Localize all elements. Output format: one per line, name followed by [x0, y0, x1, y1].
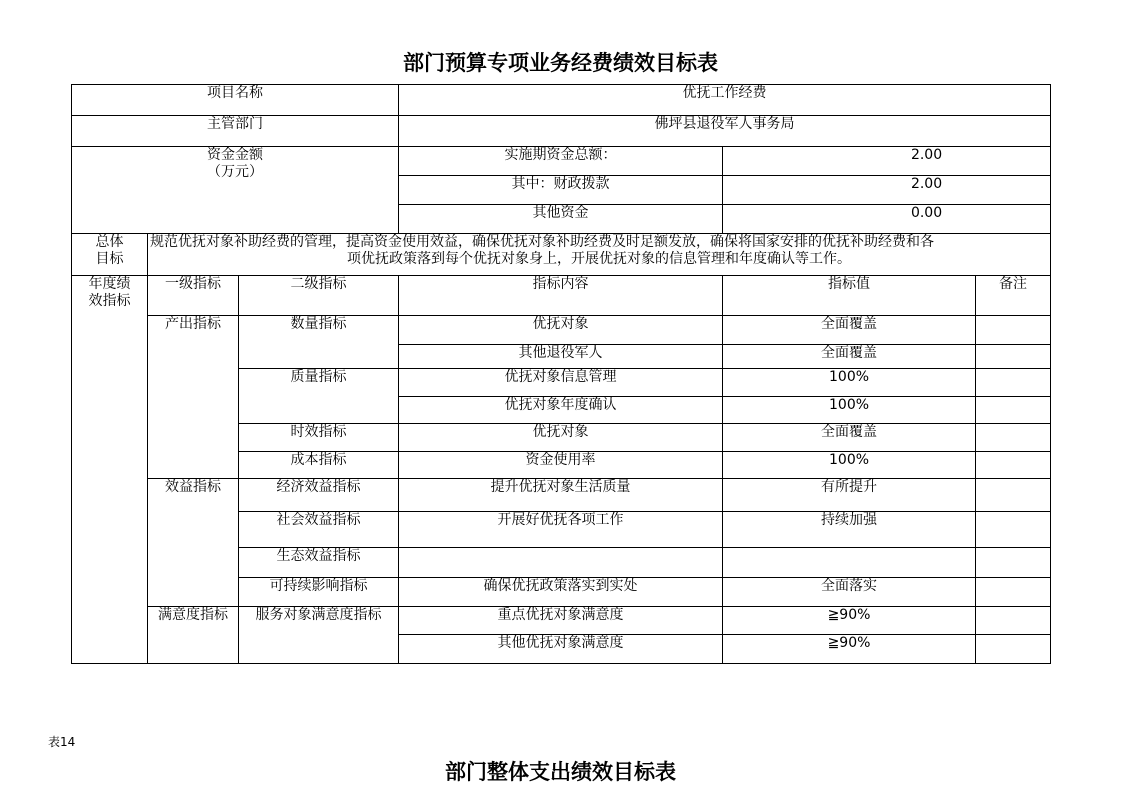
indicator-content: 优抚对象 [399, 424, 723, 452]
economic-benefit-label: 经济效益指标 [239, 479, 399, 512]
header-note: 备注 [976, 276, 1051, 316]
fund-amount-unit: （万元） [207, 164, 263, 180]
table-title: 部门预算专项业务经费绩效目标表 [403, 50, 718, 75]
indicator-value: 100% [723, 369, 976, 397]
benefit-indicators-label: 效益指标 [148, 479, 239, 607]
other-funds-number: 0.00 [910, 205, 943, 221]
indicator-value: 有所提升 [723, 479, 976, 512]
indicator-value: 持续加强 [723, 512, 976, 548]
annual-indicators-label-line2: 效指标 [88, 293, 131, 309]
overall-goal-text-line1: 规范优抚对象补助经费的管理，提高资金使用效益，确保优抚对象补助经费及时足额发放，确保将国家安排的优抚补助经费和各 [150, 234, 934, 250]
quantity-indicator-label: 数量指标 [239, 316, 399, 369]
indicator-value: 100% [723, 452, 976, 479]
fiscal-funds-value [723, 176, 1051, 205]
other-funds-label: 其他资金 [399, 205, 723, 234]
timeliness-indicator-label: 时效指标 [239, 424, 399, 452]
indicator-content: 优抚对象年度确认 [399, 397, 723, 424]
header-value: 指标值 [723, 276, 976, 316]
department-label: 主管部门 [72, 116, 399, 147]
total-funds-value [723, 147, 1051, 176]
header-level2: 二级指标 [239, 276, 399, 316]
project-name-value: 优抚工作经费 [399, 85, 1051, 116]
indicator-value: ≧90% [723, 607, 976, 635]
cost-indicator-label: 成本指标 [239, 452, 399, 479]
fund-amount-title: 资金金额 [207, 147, 263, 163]
indicator-note [976, 548, 1051, 578]
indicator-note [976, 607, 1051, 635]
ecological-benefit-label: 生态效益指标 [239, 548, 399, 578]
fiscal-funds-number: 2.00 [910, 176, 943, 192]
annual-indicators-label [72, 276, 148, 664]
sustainable-impact-label: 可持续影响指标 [239, 578, 399, 607]
indicator-note [976, 635, 1051, 664]
indicator-value: 全面落实 [723, 578, 976, 607]
output-indicators-label: 产出指标 [148, 316, 239, 479]
indicator-note [976, 316, 1051, 345]
total-funds-label: 实施期资金总额： [399, 147, 723, 176]
next-table-number: 表14 [48, 735, 76, 749]
indicator-note [976, 397, 1051, 424]
indicator-value: 全面覆盖 [723, 345, 976, 369]
service-satisfaction-label: 服务对象满意度指标 [239, 607, 399, 664]
indicator-content: 资金使用率 [399, 452, 723, 479]
overall-goal-label [72, 234, 148, 276]
total-funds-number: 2.00 [910, 147, 943, 163]
annual-indicators-label-line1: 年度绩 [88, 276, 131, 292]
header-content: 指标内容 [399, 276, 723, 316]
indicator-value: 100% [723, 397, 976, 424]
indicator-content: 开展好优抚各项工作 [399, 512, 723, 548]
next-table-title: 部门整体支出绩效目标表 [445, 759, 676, 784]
overall-goal-text-line2: 项优抚政策落到每个优抚对象身上，开展优抚对象的信息管理和年度确认等工作。 [347, 251, 852, 267]
indicator-note [976, 512, 1051, 548]
performance-target-table [71, 84, 1051, 664]
indicator-content: 优抚对象 [399, 316, 723, 345]
indicator-value: ≧90% [723, 635, 976, 664]
indicator-note [976, 345, 1051, 369]
indicator-note [976, 578, 1051, 607]
overall-goal-label-line2: 目标 [95, 251, 124, 267]
fiscal-funds-label: 其中：财政拨款 [399, 176, 723, 205]
indicator-note [976, 369, 1051, 397]
fund-amount-label [72, 147, 399, 234]
department-value: 佛坪县退役军人事务局 [399, 116, 1051, 147]
indicator-note [976, 452, 1051, 479]
quality-indicator-label: 质量指标 [239, 369, 399, 424]
indicator-content: 重点优抚对象满意度 [399, 607, 723, 635]
indicator-content [399, 548, 723, 578]
indicator-content: 确保优抚政策落实到实处 [399, 578, 723, 607]
social-benefit-label: 社会效益指标 [239, 512, 399, 548]
indicator-note [976, 479, 1051, 512]
indicator-content: 其他退役军人 [399, 345, 723, 369]
indicator-content: 其他优抚对象满意度 [399, 635, 723, 664]
indicator-value: 全面覆盖 [723, 316, 976, 345]
header-level1: 一级指标 [148, 276, 239, 316]
other-funds-value [723, 205, 1051, 234]
indicator-value: 全面覆盖 [723, 424, 976, 452]
project-name-label: 项目名称 [72, 85, 399, 116]
overall-goal-text [148, 234, 1051, 276]
satisfaction-indicators-label: 满意度指标 [148, 607, 239, 664]
indicator-note [976, 424, 1051, 452]
indicator-content: 优抚对象信息管理 [399, 369, 723, 397]
indicator-value [723, 548, 976, 578]
indicator-content: 提升优抚对象生活质量 [399, 479, 723, 512]
overall-goal-label-line1: 总体 [95, 234, 124, 250]
